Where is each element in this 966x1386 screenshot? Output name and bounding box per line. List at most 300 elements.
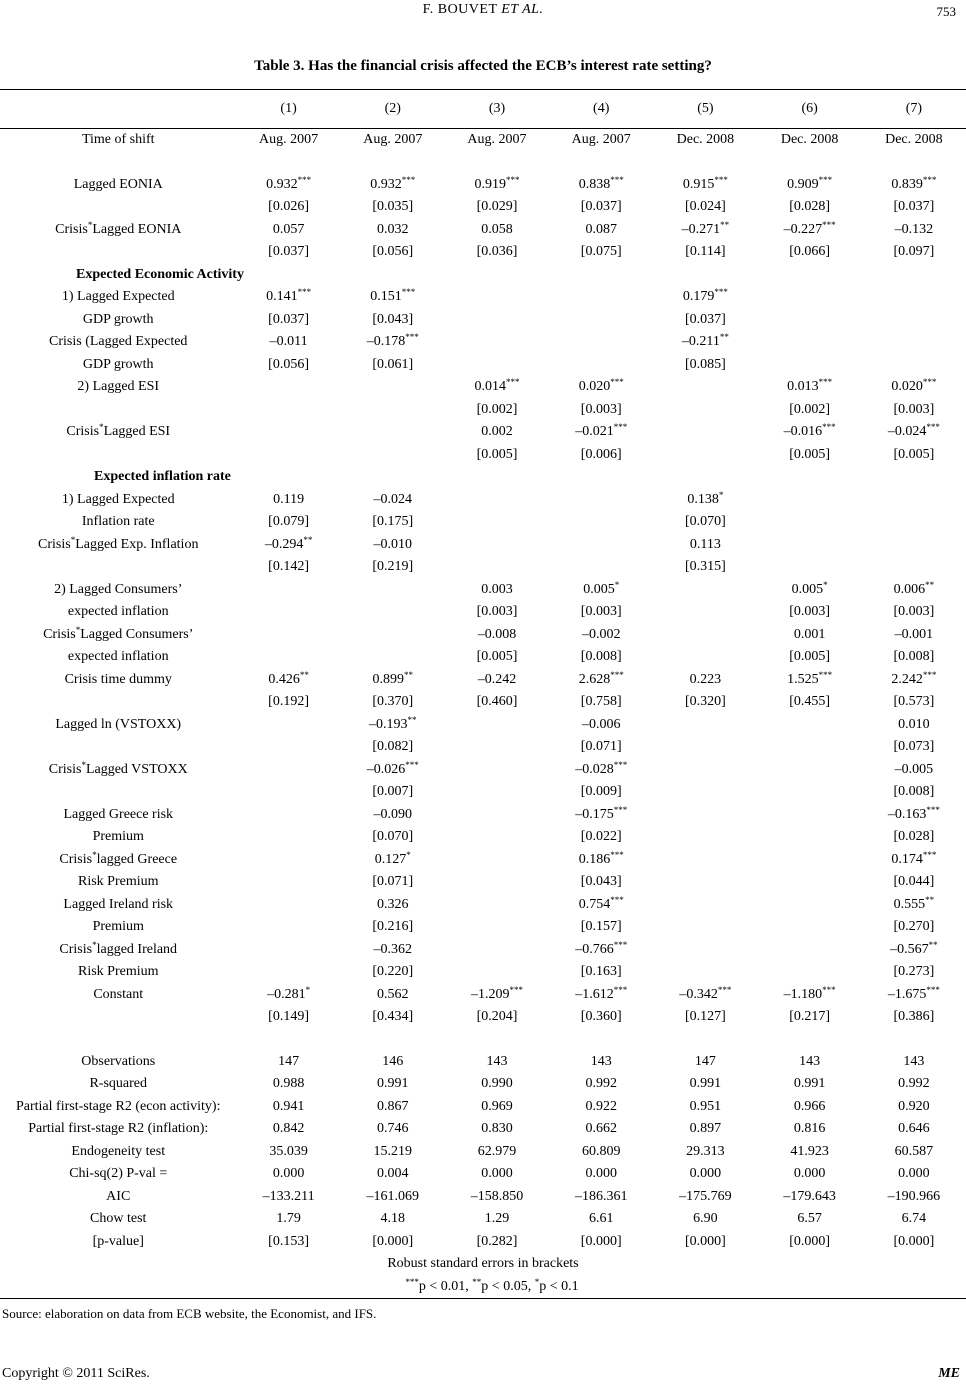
cell-value: Aug. 2007	[467, 132, 527, 148]
table-cell	[236, 781, 340, 804]
significance-stars: ***	[401, 174, 416, 185]
table-header-row	[0, 90, 966, 129]
table-cell	[758, 736, 862, 759]
cell-value: [0.056]	[268, 356, 309, 372]
cell-value: [0.192]	[268, 694, 309, 710]
significance-stars: ***	[818, 669, 833, 680]
table-cell	[445, 534, 549, 557]
table-row	[0, 399, 966, 422]
table-cell	[341, 1186, 445, 1209]
table-cell	[549, 691, 653, 714]
cell-value: [0.037]	[893, 199, 935, 215]
column-header: (6)	[758, 90, 862, 129]
table-cell	[862, 174, 966, 197]
table-cell	[862, 399, 966, 422]
spacer-row	[0, 1029, 966, 1051]
spacer-cell	[0, 1029, 966, 1051]
cell-value: –158.850	[470, 1188, 524, 1204]
table-cell	[758, 804, 862, 827]
table-row	[0, 534, 966, 557]
table-cell	[758, 1231, 862, 1254]
table-cell	[549, 286, 653, 309]
table-cell	[236, 691, 340, 714]
cell-value: 0.000	[585, 1166, 617, 1182]
running-head-author: F. BOUVET	[422, 2, 498, 17]
table-cell	[341, 984, 445, 1007]
table-row	[0, 894, 966, 917]
table-cell	[862, 1141, 966, 1164]
note-row	[0, 1253, 966, 1276]
cell-value: 0.014	[474, 379, 506, 395]
table-cell	[236, 309, 340, 332]
cell-value: [0.386]	[893, 1009, 935, 1025]
table-cell	[236, 534, 340, 557]
table-cell	[341, 421, 445, 444]
table-cell	[445, 759, 549, 782]
table-cell	[236, 556, 340, 579]
table-cell	[236, 241, 340, 264]
cell-value: [0.007]	[372, 784, 414, 800]
table-cell	[862, 759, 966, 782]
table-cell	[445, 331, 549, 354]
table-cell	[758, 1073, 862, 1096]
cell-value: –1.612	[575, 986, 614, 1002]
cell-value: 0.000	[898, 1166, 930, 1182]
row-label: GDP growth	[82, 356, 154, 372]
row-label: Chi-sq(2) P-val =	[69, 1166, 168, 1182]
table-cell	[236, 286, 340, 309]
cell-value: [0.217]	[789, 1009, 831, 1025]
table-cell	[758, 376, 862, 399]
row-label-sup: *	[81, 759, 86, 770]
cell-value: 0.992	[898, 1076, 930, 1092]
table-cell	[549, 1186, 653, 1209]
table-cell	[653, 804, 757, 827]
table-cell	[549, 309, 653, 332]
table-cell	[445, 556, 549, 579]
cell-value: Dec. 2008	[780, 132, 839, 148]
cell-value: 143	[799, 1053, 821, 1069]
cell-value: 146	[382, 1053, 404, 1069]
table-cell	[236, 894, 340, 917]
table-cell	[653, 871, 757, 894]
table-cell	[758, 444, 862, 467]
table-cell	[549, 939, 653, 962]
table-cell	[341, 286, 445, 309]
table-cell	[236, 331, 340, 354]
table-cell	[758, 1163, 862, 1186]
cell-value: [0.219]	[372, 559, 414, 575]
cell-value: 0.909	[787, 176, 819, 192]
table-cell	[445, 1186, 549, 1209]
cell-value: [0.204]	[476, 1009, 518, 1025]
cell-value: [0.024]	[684, 199, 726, 215]
cell-value: [0.270]	[893, 919, 935, 935]
table-cell	[236, 1118, 340, 1141]
table-cell	[236, 871, 340, 894]
table-cell	[758, 601, 862, 624]
table-cell	[445, 309, 549, 332]
cell-value: [0.370]	[372, 694, 414, 710]
cell-value: –1.209	[470, 986, 510, 1002]
table-cell	[653, 1186, 757, 1209]
table-cell	[445, 826, 549, 849]
significance-stars: ***	[613, 759, 628, 770]
table-cell	[236, 376, 340, 399]
cell-value: [0.000]	[580, 1233, 622, 1249]
cell-value: 60.587	[894, 1143, 934, 1159]
cell-value: 0.932	[370, 176, 402, 192]
table-cell	[341, 1006, 445, 1029]
cell-value: –0.175	[575, 806, 614, 822]
table-row	[0, 174, 966, 197]
table-body	[0, 129, 966, 1254]
cell-value: 1.525	[787, 671, 819, 687]
table-cell	[445, 579, 549, 602]
table-cell	[758, 939, 862, 962]
cell-value: [0.056]	[372, 244, 414, 260]
table-cell	[862, 646, 966, 669]
row-label-text: Crisis	[66, 424, 100, 440]
row-label: Premium	[92, 919, 144, 935]
table-cell	[758, 421, 862, 444]
table-cell	[236, 579, 340, 602]
significance-stars: **	[303, 534, 313, 545]
table-row	[0, 421, 966, 444]
table-cell	[445, 219, 549, 242]
cell-value: Aug. 2007	[259, 132, 319, 148]
table-row	[0, 444, 966, 467]
table-cell	[341, 916, 445, 939]
table-cell	[653, 489, 757, 512]
cell-value: 35.039	[269, 1143, 308, 1159]
table-cell	[341, 624, 445, 647]
table-cell	[653, 1231, 757, 1254]
table-cell	[653, 601, 757, 624]
row-label-text: Lagged Consumers’	[80, 626, 194, 642]
row-label: Crisis time dummy	[64, 671, 172, 687]
cell-value: 0.966	[793, 1098, 826, 1114]
table-cell	[653, 1208, 757, 1231]
page-header	[0, 0, 966, 30]
row-label: R-squared	[89, 1076, 148, 1092]
table-cell	[549, 984, 653, 1007]
cell-value: [0.073]	[893, 739, 935, 755]
table-cell	[653, 534, 757, 557]
table-cell	[653, 1051, 757, 1074]
table-cell	[862, 624, 966, 647]
table-cell	[445, 1163, 549, 1186]
table-cell	[758, 781, 862, 804]
table-row	[0, 1231, 966, 1254]
table-cell	[445, 939, 549, 962]
table-cell	[758, 556, 862, 579]
table-cell	[758, 174, 862, 197]
sig-marker: **	[472, 1276, 482, 1287]
table-cell	[341, 1051, 445, 1074]
page-number: 753	[936, 4, 956, 19]
significance-stars: ***	[714, 174, 728, 185]
cell-value: [0.149]	[268, 1009, 309, 1025]
cell-value: –133.211	[262, 1188, 315, 1204]
table-cell	[341, 871, 445, 894]
table-cell	[549, 489, 653, 512]
cell-value: 143	[590, 1053, 612, 1069]
table-cell	[445, 511, 549, 534]
table-cell	[653, 241, 757, 264]
table-cell	[445, 736, 549, 759]
table-cell	[445, 1231, 549, 1254]
table-cell	[549, 736, 653, 759]
table-cell	[862, 916, 966, 939]
significance-stars: ***	[818, 377, 833, 388]
table-cell	[236, 129, 340, 152]
row-label	[0, 219, 236, 242]
table-cell	[549, 196, 653, 219]
cell-value: 0.988	[272, 1076, 305, 1092]
significance-stars: ***	[922, 174, 937, 185]
table-cell	[653, 1141, 757, 1164]
table-cell	[549, 376, 653, 399]
cell-value: 147	[278, 1053, 300, 1069]
cell-value: [0.153]	[268, 1233, 309, 1249]
significance-stars: **	[928, 939, 938, 950]
table-cell	[862, 871, 966, 894]
table-cell	[549, 669, 653, 692]
table-row	[0, 916, 966, 939]
table-cell	[862, 534, 966, 557]
table-cell	[862, 196, 966, 219]
cell-value: [0.028]	[789, 199, 831, 215]
cell-value: 0.839	[891, 176, 923, 192]
cell-value: [0.758]	[580, 694, 622, 710]
cell-value: [0.157]	[580, 919, 622, 935]
cell-value: 0.186	[578, 851, 611, 867]
table-row	[0, 939, 966, 962]
table-cell	[862, 129, 966, 152]
column-header: (5)	[653, 90, 757, 129]
row-label-sup: *	[70, 534, 76, 545]
table-cell	[445, 376, 549, 399]
row-label: Inflation rate	[81, 514, 155, 530]
cell-value: –175.769	[679, 1188, 732, 1204]
table-cell	[862, 826, 966, 849]
cell-value: 0.000	[481, 1166, 513, 1182]
cell-value: 0.426	[268, 671, 300, 687]
table-cell	[341, 241, 445, 264]
table-cell	[341, 939, 445, 962]
cell-value: 0.867	[377, 1098, 409, 1114]
cell-value: [0.035]	[372, 199, 414, 215]
significance-stars: **	[404, 669, 414, 680]
table-row	[0, 624, 966, 647]
table-cell	[862, 1006, 966, 1029]
table-cell	[653, 781, 757, 804]
cell-value: 0.005	[583, 581, 615, 597]
table-cell	[862, 939, 966, 962]
cell-value: [0.282]	[476, 1233, 518, 1249]
table-cell	[236, 736, 340, 759]
sig-marker: ***	[405, 1276, 419, 1287]
table-cell	[758, 961, 862, 984]
table-cell	[758, 984, 862, 1007]
table-cell	[653, 759, 757, 782]
cell-value: 0.127	[374, 851, 407, 867]
table-cell	[653, 894, 757, 917]
table-row	[0, 1141, 966, 1164]
row-label: Chow test	[90, 1211, 147, 1227]
cell-value: –0.024	[373, 491, 413, 507]
table-cell	[549, 354, 653, 377]
cell-value: 6.57	[797, 1211, 822, 1227]
table-cell	[445, 1051, 549, 1074]
row-label	[0, 624, 236, 647]
cell-value: –0.211	[681, 334, 720, 350]
cell-value: 0.058	[481, 221, 513, 237]
table-cell	[549, 759, 653, 782]
column-header	[0, 90, 236, 129]
cell-value: [0.009]	[580, 784, 622, 800]
cell-value: –0.005	[894, 761, 934, 777]
table-cell	[341, 309, 445, 332]
row-label-sup: *	[87, 219, 93, 230]
row-label	[0, 241, 236, 264]
table-cell	[549, 534, 653, 557]
cell-value: [0.037]	[684, 311, 726, 327]
table-cell	[758, 1051, 862, 1074]
cell-value: [0.028]	[893, 829, 935, 845]
cell-value: Dec. 2008	[885, 132, 943, 148]
cell-value: 41.923	[790, 1143, 829, 1159]
cell-value: [0.216]	[372, 919, 414, 935]
table-row	[0, 331, 966, 354]
table-cell	[236, 624, 340, 647]
cell-value: [0.005]	[893, 446, 935, 462]
cell-value: –0.271	[681, 221, 721, 237]
table-cell	[653, 556, 757, 579]
table-cell	[758, 354, 862, 377]
table-row	[0, 691, 966, 714]
cell-value: 0.002	[481, 424, 513, 440]
cell-value: [0.360]	[580, 1009, 622, 1025]
cell-value: [0.043]	[372, 311, 414, 327]
table-cell	[445, 1073, 549, 1096]
cell-value: 1.79	[276, 1211, 301, 1227]
cell-value: 0.915	[682, 176, 715, 192]
significance-stars: *	[305, 984, 311, 995]
table-cell	[653, 399, 757, 422]
row-label: Crisis (Lagged Expected	[49, 334, 188, 350]
cell-value: [0.273]	[893, 964, 935, 980]
table-cell	[758, 579, 862, 602]
cell-value: [0.071]	[580, 739, 622, 755]
cell-value: –0.567	[890, 941, 929, 957]
table-row	[0, 736, 966, 759]
row-label	[0, 759, 236, 782]
table-cell	[236, 669, 340, 692]
row-label-text: lagged Greece	[96, 851, 178, 867]
row-label: [p-value]	[92, 1233, 144, 1249]
table-cell	[758, 1208, 862, 1231]
table-cell	[758, 849, 862, 872]
cell-value: 0.179	[682, 289, 715, 305]
table-cell	[758, 309, 862, 332]
table-cell	[653, 1006, 757, 1029]
table-cell	[862, 1118, 966, 1141]
row-label-text: Crisis	[48, 761, 82, 777]
cell-value: 0.020	[891, 379, 923, 395]
table-cell	[549, 579, 653, 602]
significance-stars: ***	[922, 849, 937, 860]
table-cell	[445, 804, 549, 827]
table-cell	[758, 1118, 862, 1141]
cell-value: 0.830	[481, 1121, 513, 1137]
sig-text: p < 0.01,	[418, 1278, 473, 1294]
spacer-cell	[0, 152, 966, 174]
cell-value: [0.114]	[685, 244, 726, 260]
row-label: AIC	[106, 1188, 131, 1204]
row-label	[0, 399, 236, 422]
significance-stars: *	[614, 579, 620, 590]
table-cell	[445, 691, 549, 714]
copyright: Copyright © 2011 SciRes.	[2, 1366, 150, 1381]
table-cell	[341, 736, 445, 759]
table-cell	[653, 1073, 757, 1096]
table-row	[0, 579, 966, 602]
table-row	[0, 286, 966, 309]
table-cell	[758, 691, 862, 714]
table-cell	[549, 804, 653, 827]
table-cell	[236, 601, 340, 624]
cell-value: 0.754	[578, 896, 611, 912]
cell-value: 0.991	[793, 1076, 826, 1092]
cell-value: –0.766	[575, 941, 614, 957]
cell-value: 0.838	[578, 176, 611, 192]
cell-value: [0.061]	[372, 356, 414, 372]
row-label	[0, 781, 236, 804]
table-cell	[236, 174, 340, 197]
row-label-sup: *	[75, 624, 81, 635]
table-cell	[653, 691, 757, 714]
cell-value: 0.032	[377, 221, 409, 237]
significance-stars: ***	[822, 219, 836, 230]
cell-value: 0.562	[377, 986, 409, 1002]
table-cell	[341, 1163, 445, 1186]
table-row	[0, 354, 966, 377]
table-cell	[341, 354, 445, 377]
cell-value: –161.069	[366, 1188, 420, 1204]
cell-value: 0.223	[689, 671, 722, 687]
cell-value: 0.013	[787, 379, 819, 395]
cell-value: –0.024	[887, 424, 927, 440]
row-label: 1) Lagged Expected	[61, 289, 175, 305]
table-cell	[236, 1073, 340, 1096]
cell-value: 0.899	[372, 671, 405, 687]
significance-stars: ***	[926, 422, 940, 433]
cell-value: [0.070]	[372, 829, 414, 845]
sig-marker: *	[534, 1276, 540, 1287]
cell-value: 0.020	[578, 379, 611, 395]
table-cell	[653, 984, 757, 1007]
cell-value: [0.043]	[580, 874, 622, 890]
table-cell	[758, 399, 862, 422]
table-cell	[549, 129, 653, 152]
table-cell	[236, 1208, 340, 1231]
table-cell	[445, 984, 549, 1007]
table-cell	[653, 309, 757, 332]
table-cell	[549, 1006, 653, 1029]
table-cell	[445, 286, 549, 309]
